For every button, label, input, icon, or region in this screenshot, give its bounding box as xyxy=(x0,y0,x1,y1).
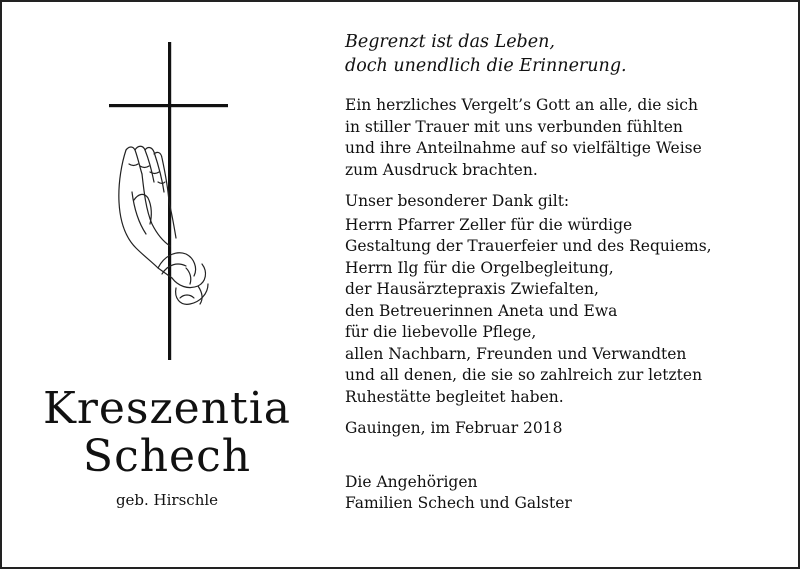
special-thanks-heading: Unser besonderer Dank gilt: xyxy=(345,192,570,210)
text-line: für die liebevolle Pflege, xyxy=(345,323,537,341)
text-line: in stiller Trauer mit uns verbunden fühlten xyxy=(345,117,683,136)
text-line: Gestaltung der Trauerfeier und des Requiems, xyxy=(345,237,712,255)
motto-line: doch unendlich die Erinnerung. xyxy=(345,56,627,76)
text-line: zum Ausdruck brachten. xyxy=(345,160,538,179)
text-line: Herrn Ilg für die Orgelbegleitung, xyxy=(345,258,614,277)
deceased-birth-name: geb. Hirschle xyxy=(115,491,219,509)
deceased-first-name: Kreszentia xyxy=(42,383,292,434)
praying-hands-icon xyxy=(119,146,208,304)
right-column xyxy=(345,30,790,525)
signature xyxy=(345,472,790,515)
signature-line: Familien Schech und Galster xyxy=(345,494,572,512)
text-line: der Hausärztepraxis Zwiefalten, xyxy=(345,280,599,298)
left-column xyxy=(2,2,332,567)
deceased-last-name: Schech xyxy=(82,431,252,482)
text-line: und all denen, die sie so zahlreich zur letzten xyxy=(345,366,703,384)
motto xyxy=(345,30,790,78)
text-line: Herrn Pfarrer Zeller für die würdige xyxy=(345,215,633,234)
cross-with-praying-hands xyxy=(102,42,232,364)
text-line: und ihre Anteilnahme auf so vielfältige Weise xyxy=(345,139,702,157)
thanks-intro xyxy=(345,95,790,181)
place-date: Gauingen, im Februar 2018 xyxy=(345,419,563,437)
signature-line: Die Angehörigen xyxy=(345,472,478,491)
text-line: allen Nachbarn, Freunden und Verwandten xyxy=(345,344,687,363)
text-line: den Betreuerinnen Aneta und Ewa xyxy=(345,301,618,320)
text-line: Ein herzliches Vergelt’s Gott an alle, die sich xyxy=(345,96,698,114)
special-thanks-list xyxy=(345,215,790,409)
text-line: Ruhestätte begleitet haben. xyxy=(345,387,564,406)
motto-line: Begrenzt ist das Leben, xyxy=(345,32,555,52)
